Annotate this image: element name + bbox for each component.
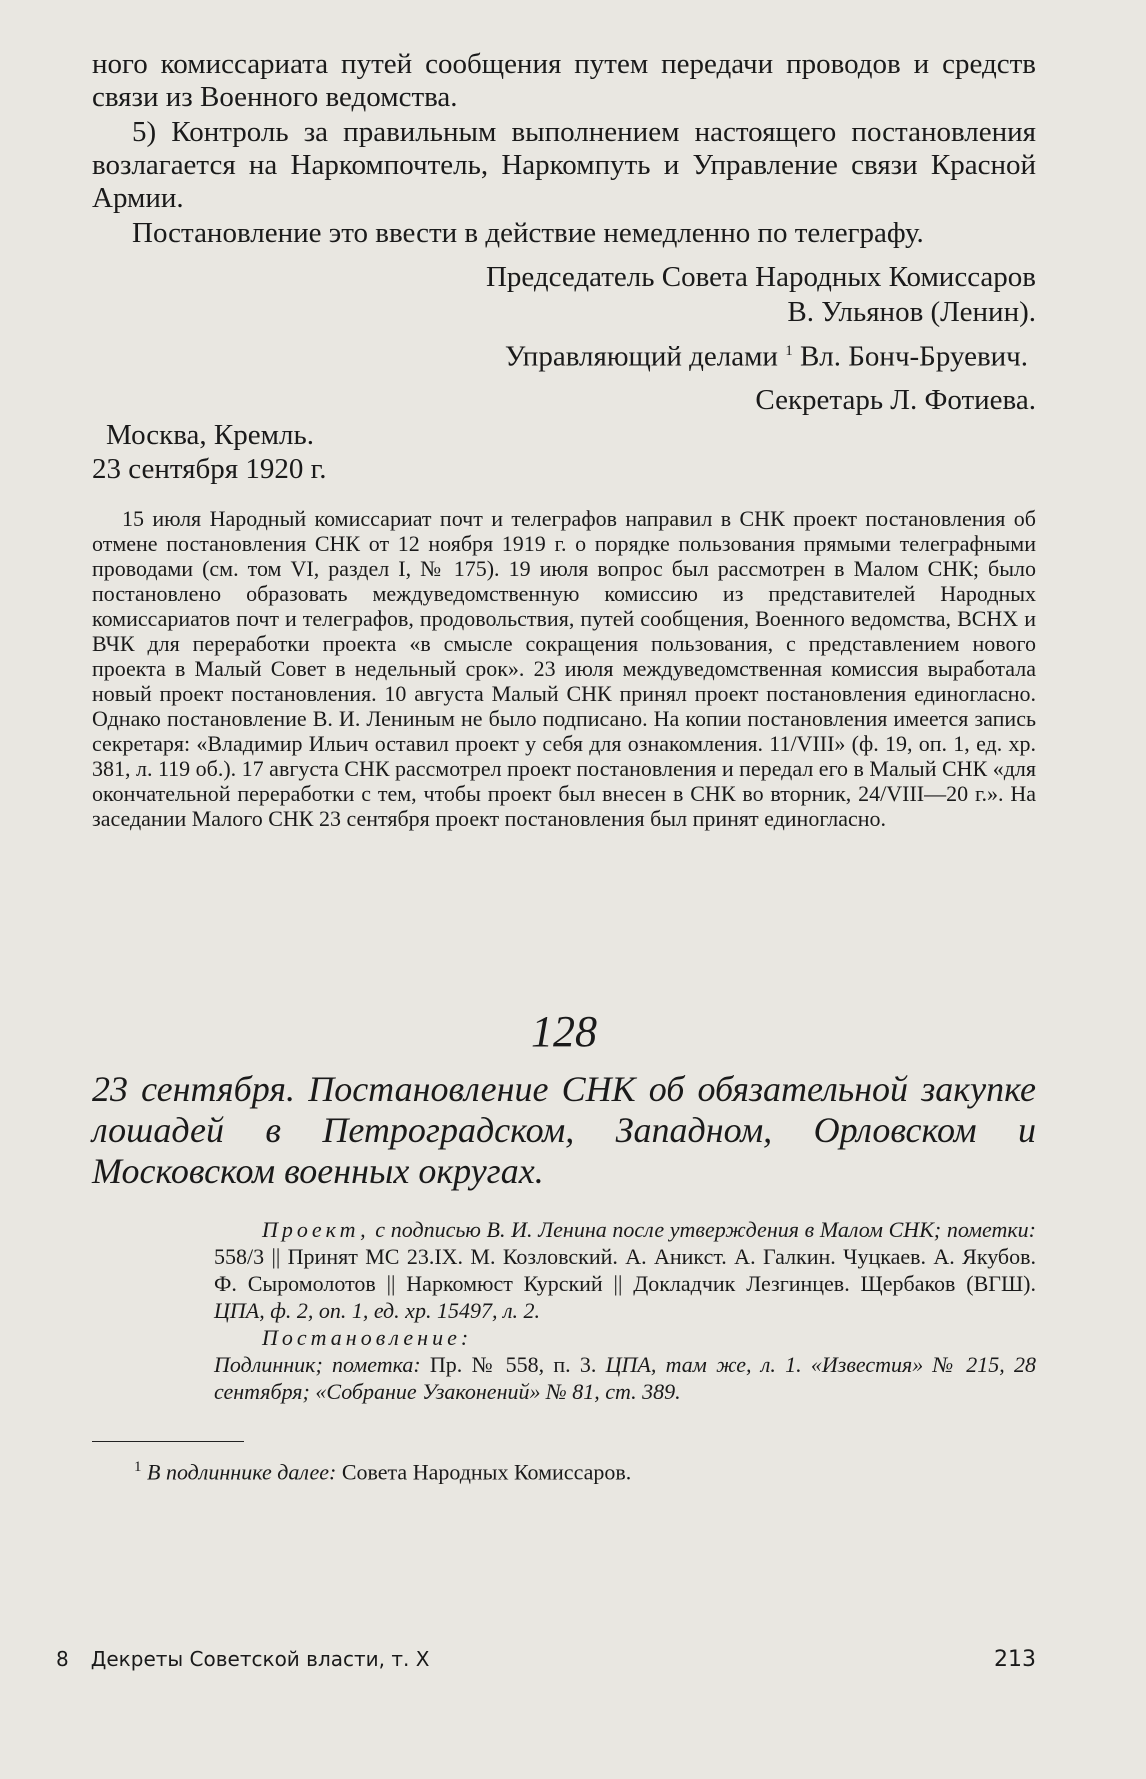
- source-draft-marks: 558/3 || Принят МС 23.IX. М. Козловский. А. Аникст. А. Галкин. Чуцкаев. А. Якубов. Ф. Сыромолотов || Наркомюст Курский || Докладчик Лезгинцев. Щербаков (ВГШ).: [214, 1243, 1036, 1296]
- note-text: 15 июля Народный комиссариат почт и телеграфов направил в СНК проект постановления об отмене постановления СНК от 12 ноября 1919 г. о порядке пользования прямыми телеграфными проводами (см. том VI, раздел I, № 175). 19 июля вопрос был рассмотрен в Малом СНК; было постановлено образовать междуведомственную комиссию из представителей Народных комиссариатов почт и телеграфов, продовольствия, путей сообщения, Военного ведомства, ВСНХ и ВЧК для переработки проекта «в смысле сокращения пользования, с представлением нового проекта в Малый Совет в недельный срок». 23 июля междуведомственная комиссия выработала новый проект постановления. 10 августа Малый СНК принял проект постановления единогласно. Однако постановление В. И. Лениным не было подписано. На копии постановления имеется запись секретаря: «Владимир Ильич оставил проект у себя для ознакомления. 11/VIII» (ф. 19, оп. 1, ед. хр. 381, л. 119 об.). 17 августа СНК рассмотрел проект постановления и передал его в Малый СНК «для окончательной переработки с тем, чтобы проект был внесен в СНК во вторник, 24/VIII—20 г.». На заседании Малого СНК 23 сентября проект постановления был принят единогласно.: [92, 505, 1037, 831]
- source-draft: [214, 1216, 1036, 1324]
- source-decree-head: [214, 1324, 1036, 1351]
- manager-name: Вл. Бонч-Бруевич.: [799, 340, 1028, 373]
- signature-block: [92, 260, 1036, 418]
- source-draft-archive: ЦПА, ф. 2, оп. 1, ед. хр. 15497, л. 2.: [214, 1297, 541, 1323]
- decree-text: [92, 48, 1036, 250]
- chair-name: В. Ульянов (Ленин).: [787, 296, 1036, 328]
- paragraph-item-5: 5) Контроль за правильным выполнением настоящего постановления возлагается на Наркомпочтель, Наркомпуть и Управление связи Красной Армии.: [92, 116, 1036, 214]
- page-footer: [56, 1647, 1036, 1672]
- source-draft-desc: с подписью В. И. Ленина после утверждения в Малом СНК; пометки:: [375, 1216, 1036, 1242]
- secretary-signature: Секретарь Л. Фотиева.: [755, 383, 1036, 416]
- footnote-italic: В подлиннике далее:: [147, 1458, 337, 1484]
- paragraph-enactment: Постановление это ввести в действие немедленно по телеграфу.: [132, 217, 924, 249]
- source-decree-label: Постановление:: [262, 1324, 473, 1350]
- document-title: 23 сентября. Постановление СНК об обязательной закупке лошадей в Петроградском, Западном, Орловском и Московском военных округах.: [92, 1068, 1036, 1191]
- source-original: [214, 1351, 1036, 1405]
- place-date: [92, 418, 1036, 486]
- editorial-note: [92, 506, 1036, 831]
- source-original-mark: Пр. № 558, п. 3.: [429, 1351, 597, 1377]
- page-number: 213: [994, 1647, 1036, 1672]
- chair-title: Председатель Совета Народных Комиссаров: [485, 261, 1036, 293]
- running-title: Декреты Советской власти, т. X: [90, 1647, 430, 1671]
- footnote-divider: [92, 1441, 244, 1442]
- footnote-ref: 1: [785, 343, 793, 359]
- source-draft-head: Проект,: [262, 1216, 370, 1242]
- footnote: [92, 1454, 1036, 1485]
- manager-signature: [92, 334, 1036, 375]
- footnote-text: Совета Народных Комиссаров.: [341, 1458, 632, 1484]
- paragraph-continuation: ного комиссариата путей сообщения путем передачи проводов и средств связи из Военного ведомства.: [92, 48, 1036, 113]
- source-notes: [92, 1216, 1036, 1405]
- source-original-publications: ЦПА, там же, л. 1. «Известия» № 215, 28 сентября; «Собрание Узаконений» № 81, ст. 389.: [214, 1351, 1037, 1404]
- decree-date: 23 сентября 1920 г.: [92, 452, 327, 485]
- place-city: Москва, Кремль.: [106, 418, 314, 451]
- footnote-mark: 1: [134, 1458, 142, 1475]
- sheet-signature: 8: [56, 1647, 69, 1671]
- manager-title: Управляющий делами: [504, 340, 778, 373]
- source-original-desc: Подлинник; пометка:: [214, 1351, 421, 1377]
- document-number: 128: [531, 1006, 597, 1056]
